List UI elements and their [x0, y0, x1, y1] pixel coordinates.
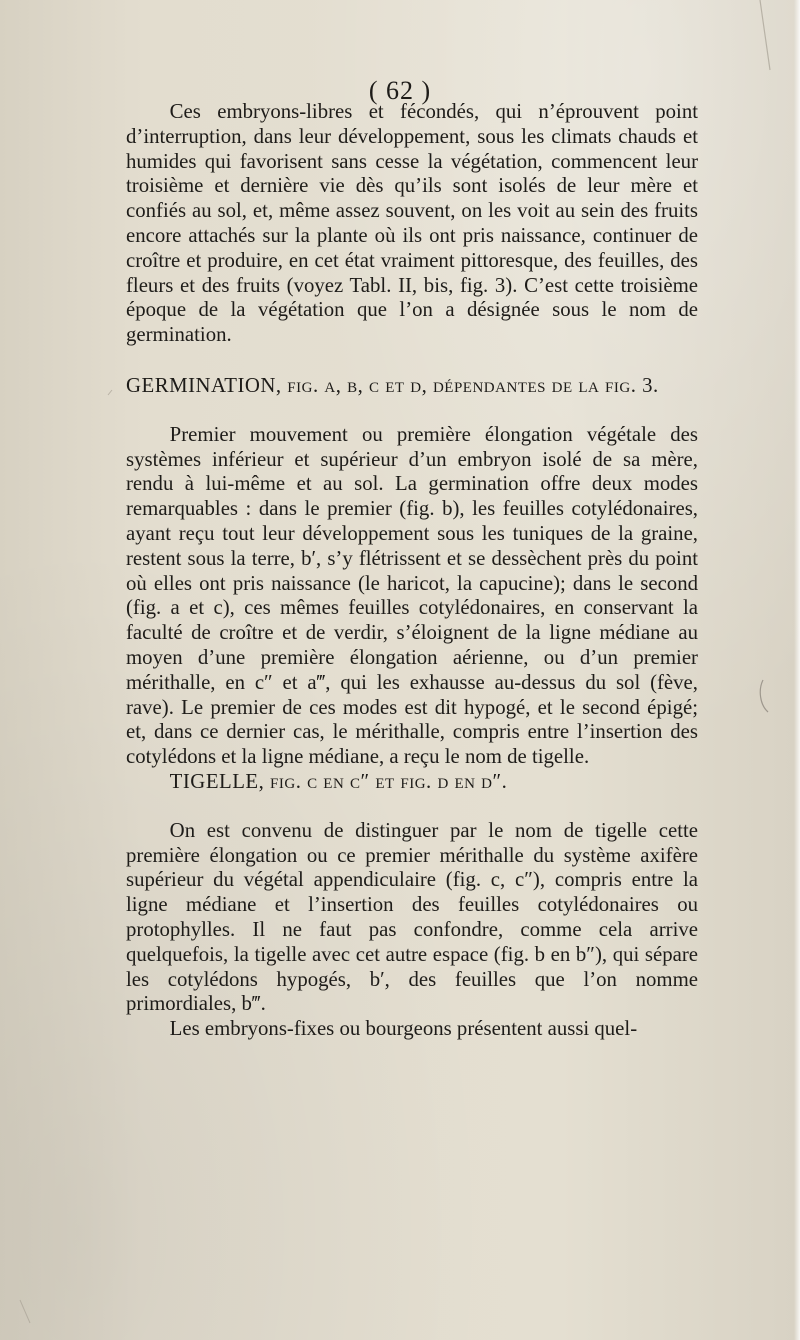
paragraph-tigelle: On est convenu de distinguer par le nom de tigelle cette première élongation ou ce premier mérithalle du système axifère supérieur du végétal appendiculaire (fig. c, c″), compris entre la ligne médiane et l’insertion des feuilles cotylédonaires ou protophylles. Il ne faut pas confondre, comme cela arrive quelquefois, la tigelle avec cet autre espace (fig. b en b″), qui sépare les cotylédons hypogés, b′, des feuilles que l’on nomme primordiales, b‴.	[126, 818, 698, 1016]
paper-crease-mark	[760, 0, 770, 70]
body-text	[126, 100, 698, 1042]
page-number: ( 62 )	[368, 76, 432, 105]
paper-corner-mark	[20, 1300, 30, 1323]
paper-small-mark	[108, 390, 112, 395]
heading-germination: GERMINATION, fig. a, b, c et d, dépendantes de la fig. 3.	[126, 373, 659, 397]
paper-edge-mark	[760, 680, 768, 712]
heading-tigelle: TIGELLE, fig. c en c″ et fig. d en d″.	[169, 769, 508, 793]
paragraph-embryons-libres: Ces embryons-libres et fécondés, qui n’éprouvent point d’interruption, dans leur développement, sous les climats chauds et humides qui favorisent sans cesse la végétation, commencent leur troisième et dernière vie dès qu’ils sont isolés de leur mère et confiés au sol, et, même assez souvent, on les voit au sein des fruits encore attachés sur la plante où ils ont pris naissance, continuer de croître et produire, en cet état vraiment pittoresque, des feuilles, des fleurs et des fruits (voyez Tabl. II, bis, fig. 3). C’est cette troisième époque de la végétation que l’on a désignée sous le nom de germination.	[126, 100, 698, 347]
paragraph-embryons-fixes: Les embryons-fixes ou bourgeons présentent aussi quel-	[169, 1017, 638, 1041]
page-edge	[794, 0, 800, 1340]
paragraph-germination: Premier mouvement ou première élongation végétale des systèmes inférieur et supérieur d’un embryon isolé de sa mère, rendu à lui-même et au sol. La germination offre deux modes remarquables : dans le premier (fig. b), les feuilles cotylédonaires, ayant reçu tout leur développement sous les tuniques de la graine, restent sous la terre, b′, s’y flétrissent et se dessèchent près du point où elles ont pris naissance (le haricot, la capucine); dans le second (fig. a et c), ces mêmes feuilles cotylédonaires, en conservant la faculté de croître et de verdir, s’éloignent de la ligne médiane au moyen d’une première élongation aérienne, ou d’un premier mérithalle, en c″ et a‴, qui les exhausse au-dessus du sol (fève, rave). Le premier de ces modes est dit hypogé, et le second épigé; et, dans ce dernier cas, le mérithalle, compris entre l’insertion des cotylédons et la ligne médiane, a reçu le nom de tigelle.	[126, 422, 698, 769]
